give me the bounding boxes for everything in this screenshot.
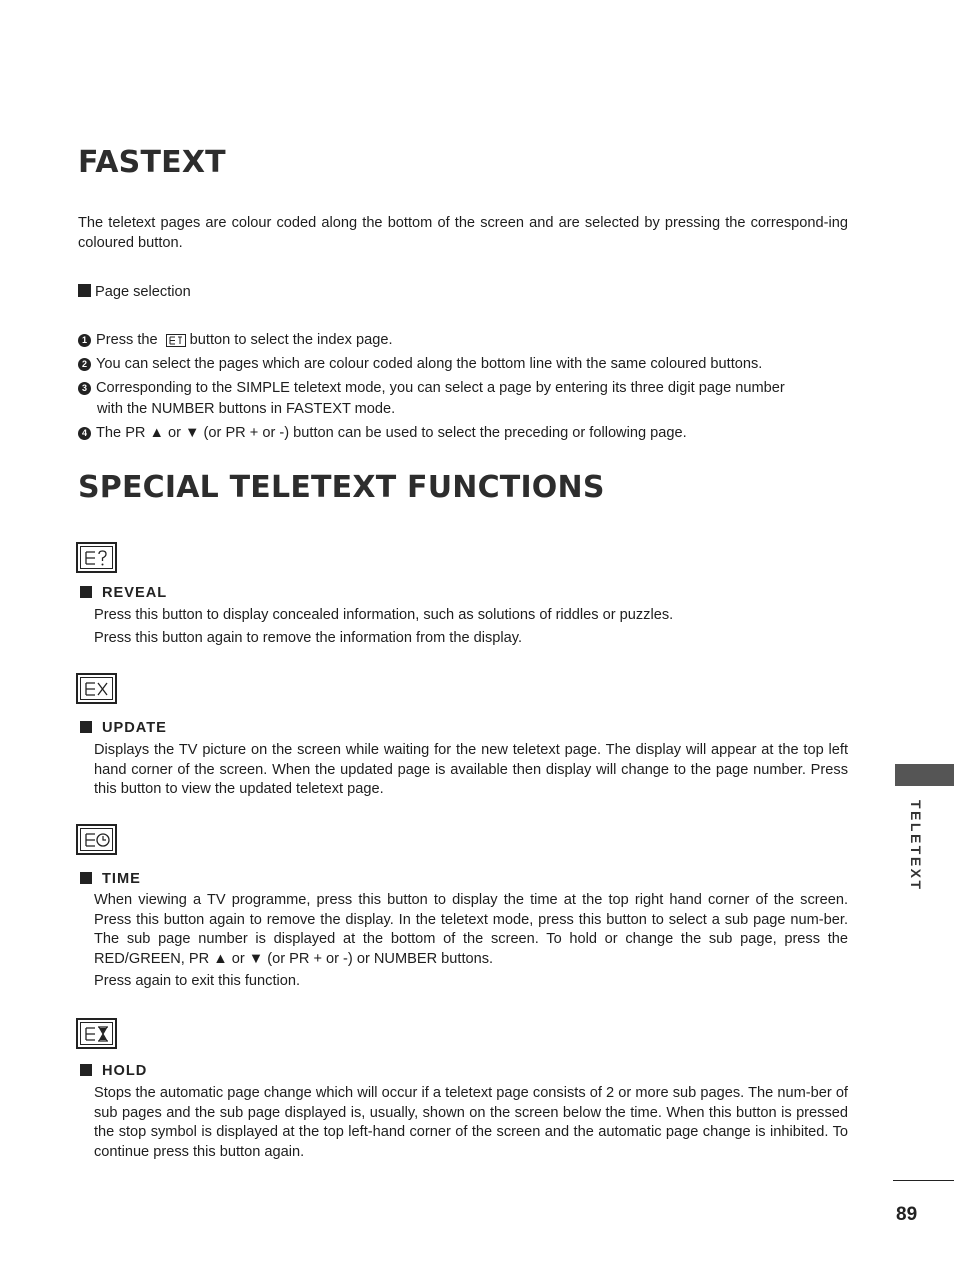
time-key	[76, 824, 117, 855]
update-title: UPDATE	[102, 720, 167, 736]
page-selection-heading	[78, 282, 191, 302]
time-icon	[83, 831, 111, 849]
step-text: The PR ▲ or ▼ (or PR + or -) button can be used to select the preceding or following page.	[96, 425, 687, 441]
step-2	[78, 354, 762, 374]
bullet-square-icon	[78, 284, 91, 297]
time-line: Press again to exit this function.	[94, 973, 301, 989]
bullet-square-icon	[80, 721, 92, 733]
sidebar-tab-marker	[895, 764, 954, 786]
step-text: button to select the index page.	[189, 332, 393, 348]
step-1	[78, 330, 393, 350]
hold-icon	[83, 1025, 111, 1043]
reveal-icon	[83, 549, 111, 567]
hold-line: Stops the automatic page change which will occur if a teletext page consists of 2 or more sub pages. The num-ber of sub pages and the sub page displayed is, usually, shown on the screen below the time. When this button is pressed the stop symbol is displayed at the top left-hand corner of the screen and the automatic page change is inhibited. To continue press this button again.	[94, 1085, 848, 1160]
step-number: 1	[78, 334, 91, 347]
step-4	[78, 423, 687, 443]
reveal-title: REVEAL	[102, 585, 168, 601]
hold-title: HOLD	[102, 1063, 148, 1079]
step-number: 4	[78, 427, 91, 440]
step-3	[78, 378, 785, 398]
time-body	[94, 891, 848, 995]
reveal-line: Press this button to display concealed information, such as solutions of riddles or puzzles.	[94, 607, 674, 623]
reveal-key	[76, 542, 117, 573]
bullet-square-icon	[80, 872, 92, 884]
page-selection-label: Page selection	[95, 284, 191, 300]
special-functions-title: SPECIAL TELETEXT FUNCTIONS	[78, 470, 605, 505]
update-key	[76, 673, 117, 704]
hold-body	[94, 1084, 848, 1165]
time-line: When viewing a TV programme, press this button to display the time at the top right hand corner of the screen. Press this button again to remove the display. In the teletext mode, press this button to select a sub page num-ber. The sub page number is displayed at the bottom of the screen. To hold or change the sub page, press the RED/GREEN, PR ▲ or ▼ (or PR + or -) or NUMBER buttons.	[94, 892, 848, 967]
sidebar-label: TELETEXT	[908, 800, 924, 892]
reveal-heading	[80, 583, 167, 603]
step-text: Press the	[96, 332, 158, 348]
fastext-title: FASTEXT	[78, 145, 226, 180]
page-number-rule	[893, 1180, 954, 1181]
reveal-body	[94, 606, 848, 651]
step-text: Corresponding to the SIMPLE teletext mode, you can select a page by entering its three digit page number	[96, 380, 785, 396]
page-number: 89	[896, 1204, 918, 1225]
time-heading	[80, 869, 141, 889]
hold-heading	[80, 1061, 147, 1081]
fastext-intro: The teletext pages are colour coded along the bottom of the screen and are selected by pressing the correspond-ing coloured button.	[78, 215, 848, 251]
hold-key	[76, 1018, 117, 1049]
reveal-line: Press this button again to remove the information from the display.	[94, 629, 523, 646]
bullet-square-icon	[80, 1064, 92, 1076]
step-number: 2	[78, 358, 91, 371]
update-icon	[83, 680, 111, 698]
index-key-icon	[166, 334, 186, 347]
step-number: 3	[78, 382, 91, 395]
step-3-continued: with the NUMBER buttons in FASTEXT mode.	[97, 401, 396, 417]
time-title: TIME	[102, 871, 141, 887]
update-line: Displays the TV picture on the screen while waiting for the new teletext page. The display will appear at the top left hand corner of the screen. When the updated page is available then display will change to the page number. Press this button to view the updated teletext page.	[94, 742, 848, 797]
bullet-square-icon	[80, 586, 92, 598]
step-text: You can select the pages which are colour coded along the bottom line with the same coloured buttons.	[96, 356, 763, 372]
update-heading	[80, 718, 167, 738]
update-body	[94, 741, 848, 803]
